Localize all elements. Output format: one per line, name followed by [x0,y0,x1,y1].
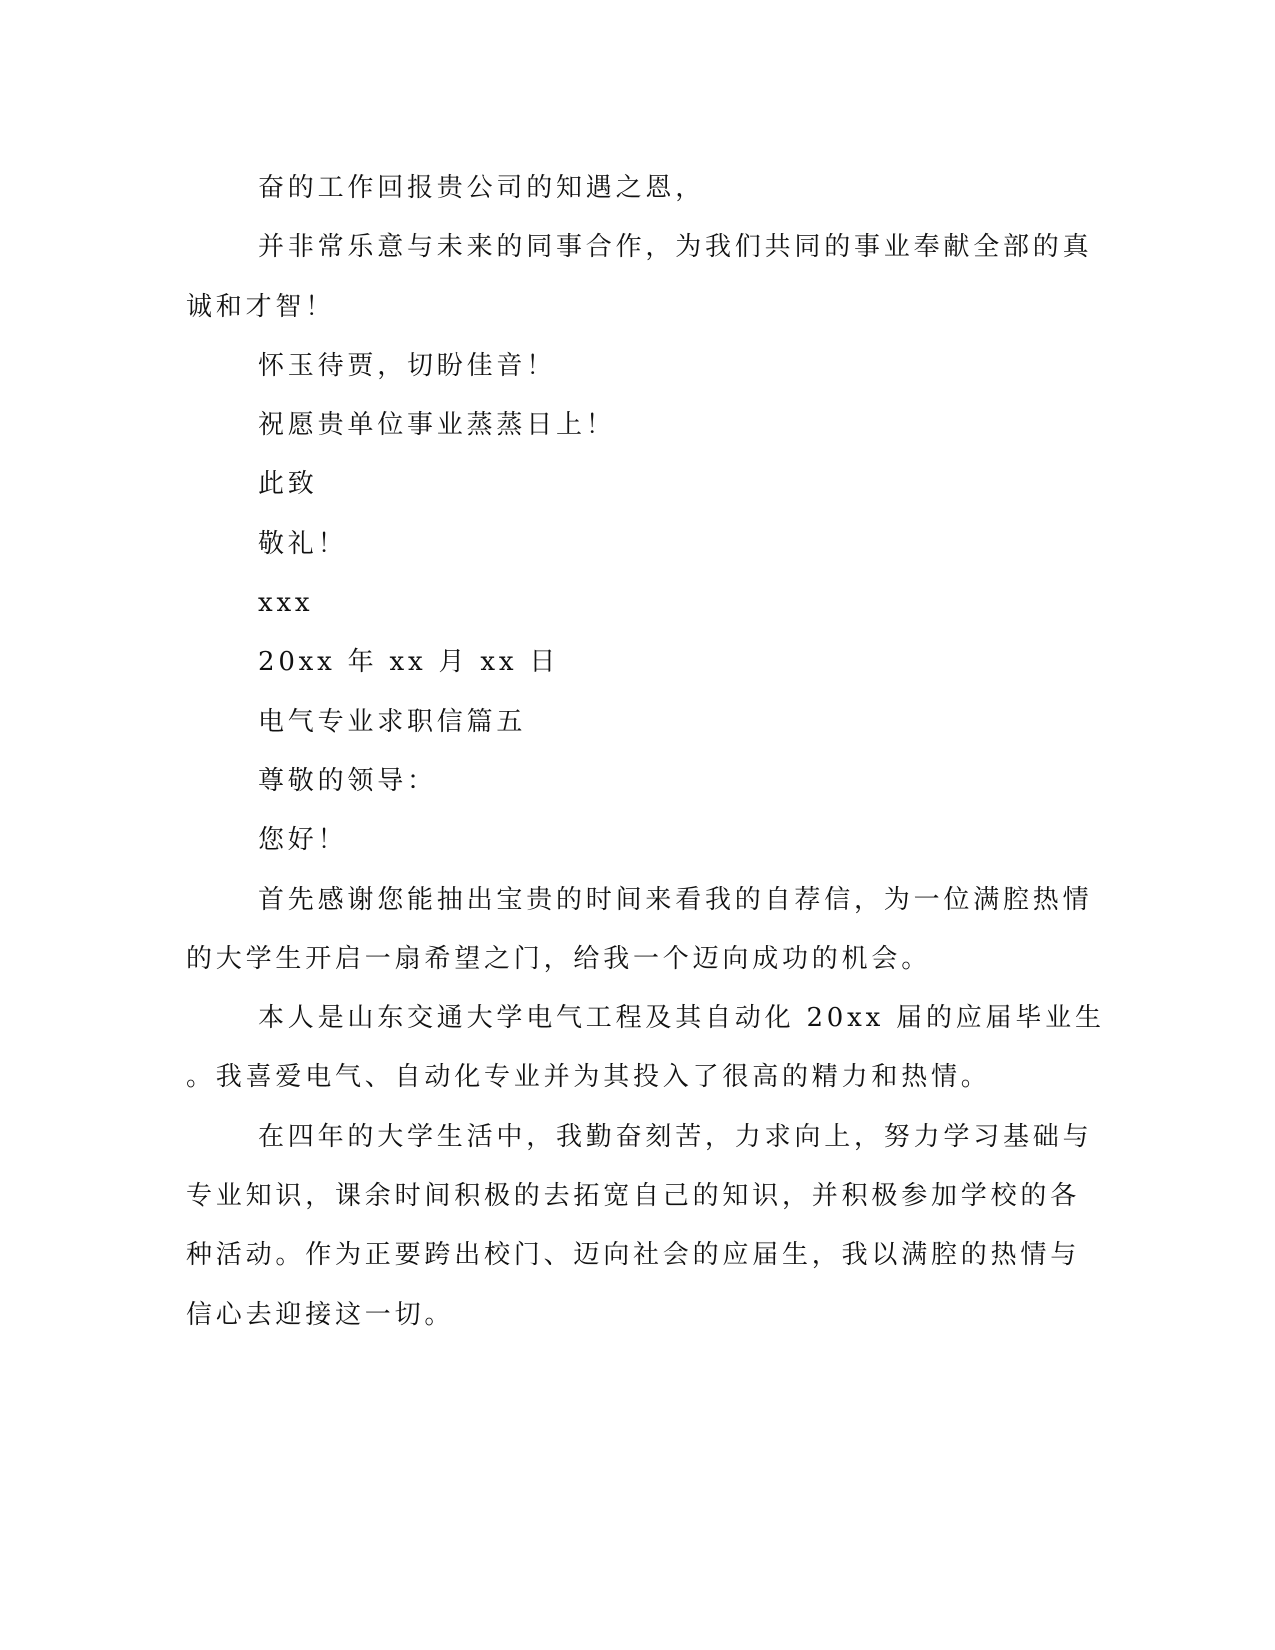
text-line: 并非常乐意与未来的同事合作，为我们共同的事业奉献全部的真 [258,232,1093,263]
letter-body [186,159,1105,1345]
paragraph-line: 首先感谢您能抽出宝贵的时间来看我的自荐信，为一位满腔热情 [258,884,1093,915]
paragraph-line: 种活动。作为正要跨出校门、迈向社会的应届生，我以满腔的热情与 [186,1240,1081,1271]
text-line: 怀玉待贾，切盼佳音！ [258,350,557,381]
greeting-hello: 您好！ [258,825,348,856]
signature-name: xxx [258,588,314,619]
greeting: 尊敬的领导： [258,765,437,796]
paragraph-line: 信心去迎接这一切。 [186,1299,455,1330]
signature-date: 20xx 年 xx 月 xx 日 [258,647,560,678]
section-title: 电气专业求职信篇五 [258,706,527,737]
closing-salutation: 此致 [258,469,318,500]
paragraph-line: 在四年的大学生活中，我勤奋刻苦，力求向上，努力学习基础与 [258,1121,1093,1152]
text-line: 祝愿贵单位事业蒸蒸日上！ [258,410,616,441]
paragraph-line: 。我喜爱电气、自动化专业并为其投入了很高的精力和热情。 [186,1062,991,1093]
paragraph-line: 本人是山东交通大学电气工程及其自动化 20xx 届的应届毕业生 [258,1003,1105,1034]
paragraph-line: 的大学生开启一扇希望之门，给我一个迈向成功的机会。 [186,943,932,974]
text-line: 诚和才智！ [186,291,336,322]
text-line: 奋的工作回报贵公司的知遇之恩， [258,173,706,203]
closing-respect: 敬礼！ [258,528,348,559]
paragraph-line: 专业知识，课余时间积极的去拓宽自己的知识，并积极参加学校的各 [186,1181,1081,1212]
